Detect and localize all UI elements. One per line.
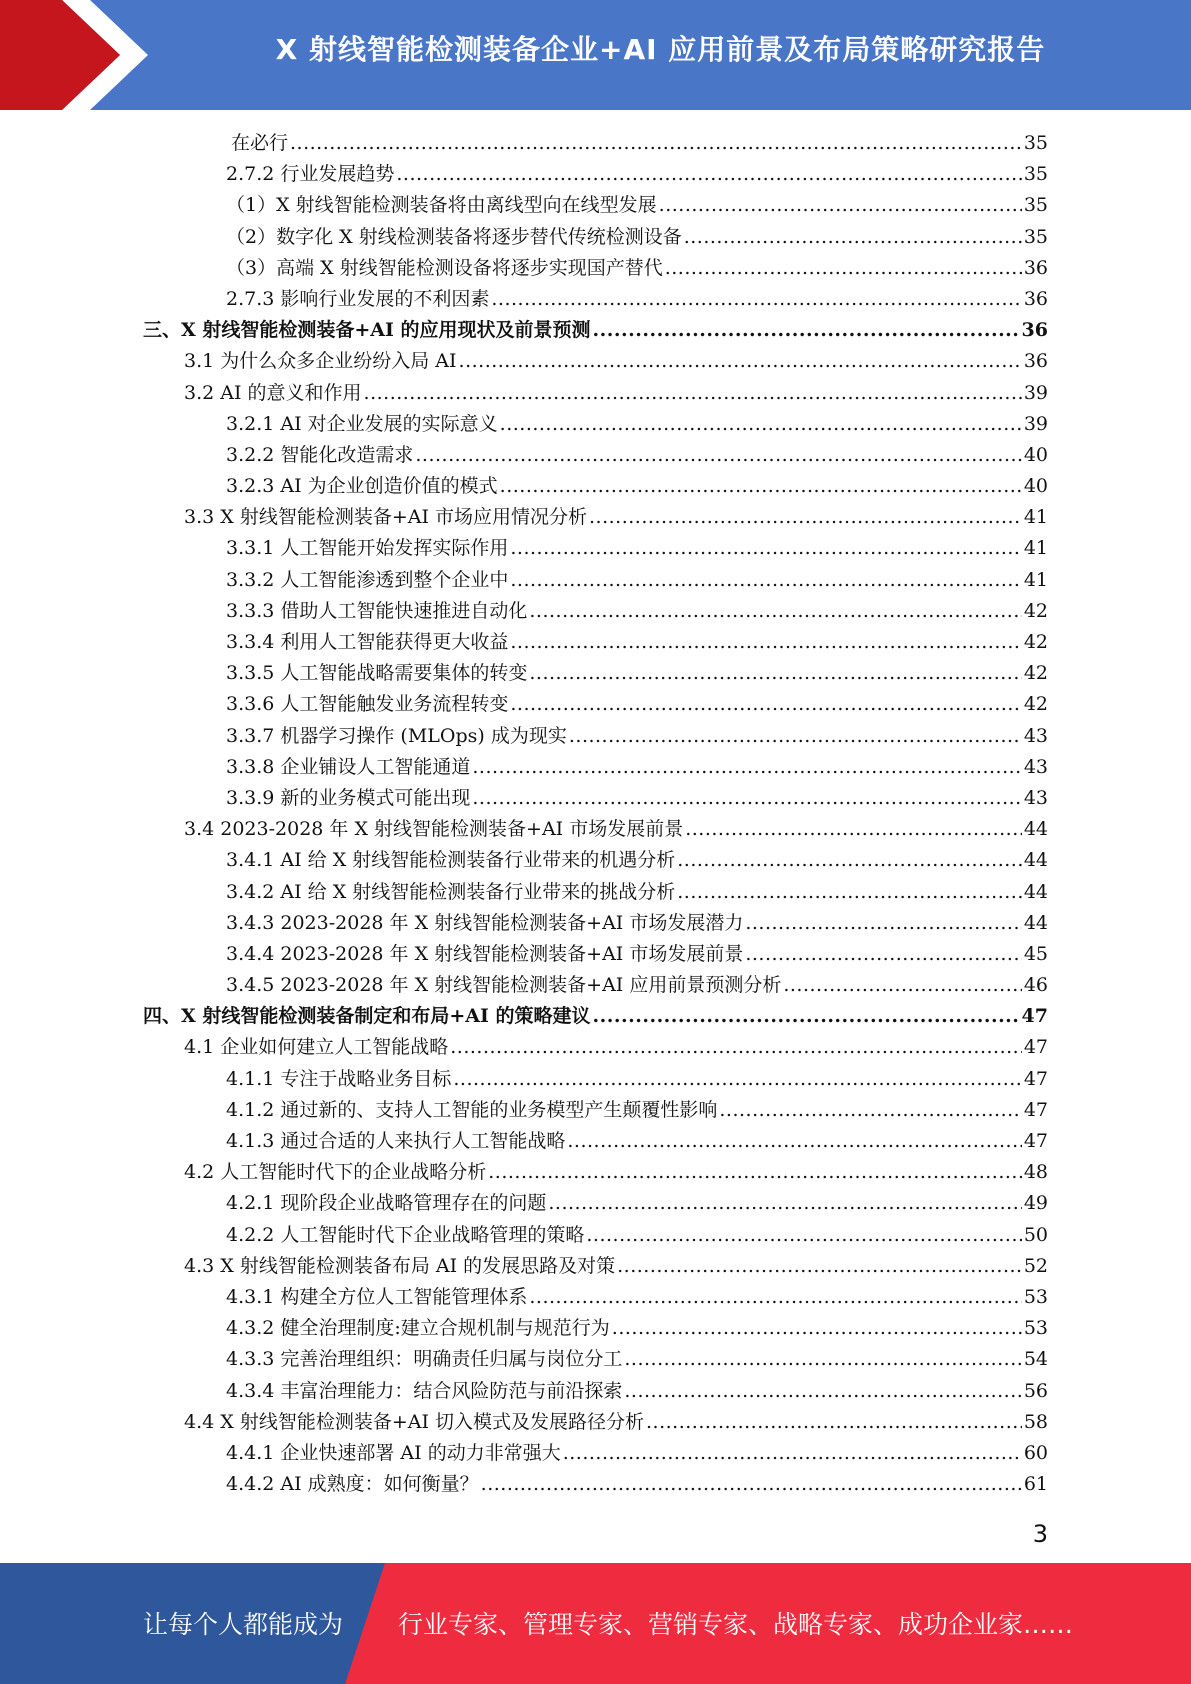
toc-entry[interactable] [0,502,1191,533]
toc-leader-dots [593,315,1020,346]
toc-entry-label: 4.2 人工智能时代下的企业战略分析 [184,1161,487,1184]
toc-leader-dots [677,845,1022,876]
toc-leader-dots [529,658,1021,689]
toc-entry-line [226,1469,1048,1500]
toc-leader-dots [677,877,1022,908]
page-header [0,0,1191,110]
toc-leader-dots [586,1220,1021,1251]
toc-leader-dots [569,721,1022,752]
toc-entry-label: 3.4.1 AI 给 X 射线智能检测装备行业带来的机遇分析 [226,849,676,872]
toc-entry-line [226,222,1048,253]
toc-entry[interactable] [0,689,1191,720]
page-footer [0,1563,1191,1684]
toc-entry-page: 41 [1023,506,1048,529]
toc-entry-page: 47 [1023,1130,1048,1152]
toc-leader-dots [593,1001,1020,1032]
toc-entry-line [226,1313,1048,1344]
toc-entry-label: 3.4.2 AI 给 X 射线智能检测装备行业带来的挑战分析 [226,880,676,903]
toc-entry-line [226,284,1048,315]
toc-entry[interactable] [0,845,1191,876]
toc-entry-line [226,627,1048,658]
toc-entry-label: 3.3.2 人工智能渗透到整个企业中 [226,568,509,591]
toc-entry-line [226,908,1048,939]
toc-leader-dots [624,1344,1021,1375]
toc-entry[interactable] [0,814,1191,845]
toc-entry-page: 36 [1023,350,1048,373]
toc-entry-label: 4.3.1 构建全方位人工智能管理体系 [226,1285,528,1308]
toc-entry-label: 三、X 射线智能检测装备+AI 的应用现状及前景预测 [143,319,591,342]
toc-entry-line [226,877,1048,908]
toc-leader-dots [500,409,1022,440]
toc-entry-page: 40 [1023,443,1048,466]
toc-entry[interactable] [0,565,1191,596]
toc-entry-label: 4.4.2 AI 成熟度：如何衡量？ [226,1473,479,1496]
toc-entry-page: 53 [1023,1317,1048,1340]
toc-entry-line [226,565,1048,596]
toc-leader-dots [510,533,1021,564]
toc-leader-dots [685,814,1022,845]
toc-entry-line [226,1188,1048,1219]
toc-leader-dots [510,627,1021,658]
toc-leader-dots [745,908,1021,939]
toc-leader-dots [364,378,1022,409]
toc-leader-dots [510,689,1021,720]
toc-entry-label: （3）高端 X 射线智能检测设备将逐步实现国产替代 [226,256,663,279]
toc-leader-dots [612,1313,1022,1344]
toc-entry[interactable] [0,970,1191,1001]
toc-entry-label: 3.3.4 利用人工智能获得更大收益 [226,631,509,653]
toc-entry-page: 41 [1023,537,1048,560]
toc-entry-page: 39 [1023,381,1048,404]
toc-entry-label: 3.4.4 2023-2028 年 X 射线智能检测装备+AI 市场发展前景 [226,942,744,965]
toc-leader-dots [450,1032,1022,1063]
toc-entry-page: 47 [1023,1036,1048,1059]
toc-entry-page: 36 [1021,319,1048,342]
toc-entry-label: （1）X 射线智能检测装备将由离线型向在线型发展 [226,194,657,217]
toc-entry-page: 43 [1023,755,1048,778]
toc-entry-line [226,596,1048,627]
toc-leader-dots [659,190,1022,221]
toc-leader-dots [563,1438,1022,1469]
toc-entry-label: 3.1 为什么众多企业纷纷入局 AI [184,350,457,373]
report-title: X 射线智能检测装备企业+AI 应用前景及布局策略研究报告 [275,33,1046,66]
toc-entry-line [226,939,1048,970]
toc-entry-page: 41 [1023,568,1048,591]
toc-entry-label: 3.2.1 AI 对企业发展的实际意义 [226,412,498,435]
toc-leader-dots [548,1188,1021,1219]
toc-entry-line [226,471,1048,502]
toc-entry-line [226,689,1048,720]
toc-entry-page: 60 [1023,1441,1048,1464]
toc-entry[interactable] [0,378,1191,409]
toc-entry-page: 35 [1023,163,1048,186]
toc-leader-dots [510,565,1021,596]
toc-entry-page: 39 [1023,412,1048,435]
toc-entry-page: 42 [1023,693,1048,716]
toc-entry-line [143,315,1048,346]
toc-entry-page: 35 [1023,194,1048,217]
toc-entry-label: 3.4.5 2023-2028 年 X 射线智能检测装备+AI 应用前景预测分析 [226,974,782,997]
toc-leader-dots [459,346,1022,377]
toc-entry-label: 3.3.3 借助人工智能快速推进自动化 [226,599,528,622]
toc-leader-dots [646,1407,1022,1438]
toc-entry[interactable] [0,721,1191,752]
toc-entry-line [226,783,1048,814]
toc-entry[interactable] [0,1220,1191,1251]
toc-entry-label: 4.3 X 射线智能检测装备布局 AI 的发展思路及对策 [184,1254,616,1277]
toc-entry[interactable] [0,1251,1191,1282]
page-number: 3 [1032,1520,1048,1548]
toc-entry-page: 40 [1023,475,1048,498]
toc-entry-page: 44 [1023,911,1048,934]
toc-entry[interactable] [0,1126,1191,1157]
toc-entry[interactable] [0,1438,1191,1469]
toc-entry[interactable] [0,190,1191,221]
toc-leader-dots [617,1251,1022,1282]
toc-entry[interactable] [0,222,1191,253]
toc-entry[interactable] [0,1188,1191,1219]
toc-entry[interactable] [0,1282,1191,1313]
toc-leader-dots [684,222,1022,253]
toc-entry-line [184,346,1048,377]
toc-entry-page: 61 [1023,1473,1048,1496]
toc-entry[interactable] [0,1001,1191,1032]
toc-entry-page: 44 [1023,849,1048,872]
toc-entry-line [143,1001,1048,1032]
toc-entry-line [226,1064,1048,1095]
toc-entry-label: 4.2.2 人工智能时代下企业战略管理的策略 [226,1223,585,1246]
toc-entry-label: 2.7.2 行业发展趋势 [226,163,395,186]
toc-entry-label: 3.2 AI 的意义和作用 [184,381,362,404]
toc-entry-label: 4.1.2 通过新的、支持人工智能的业务模型产生颠覆性影响 [226,1098,718,1121]
toc-entry-page: 50 [1023,1223,1048,1246]
toc-entry-line [226,845,1048,876]
toc-entry-page: 43 [1023,724,1048,747]
toc-entry-line [226,1376,1048,1407]
toc-entry[interactable] [0,939,1191,970]
toc-entry-line [226,1438,1048,1469]
toc-entry-page: 43 [1023,786,1048,809]
toc-entry-page: 42 [1023,631,1048,653]
toc-entry[interactable] [0,1407,1191,1438]
toc-entry[interactable] [0,346,1191,377]
toc-entry-line [226,658,1048,689]
toc-entry-page: 44 [1023,818,1048,841]
toc-entry[interactable] [0,315,1191,346]
toc-entry-line [226,533,1048,564]
toc-entry[interactable] [0,128,1191,159]
toc-entry-line [226,1095,1048,1126]
toc-entry[interactable] [0,658,1191,689]
toc-entry-label: 2.7.3 影响行业发展的不利因素 [226,287,490,310]
toc-entry-line [226,1282,1048,1313]
toc-entry-line [226,752,1048,783]
toc-entry-page: 47 [1021,1005,1048,1028]
toc-entry-page: 58 [1023,1410,1048,1433]
toc-leader-dots [290,128,1022,159]
toc-entry[interactable] [0,409,1191,440]
toc-entry-label: 3.3.7 机器学习操作 (MLOps) 成为现实 [226,724,567,747]
toc-entry-label: 3.4 2023-2028 年 X 射线智能检测装备+AI 市场发展前景 [184,818,684,841]
toc-leader-dots [491,284,1021,315]
toc-entry[interactable] [0,1095,1191,1126]
toc-leader-dots [783,970,1021,1001]
toc-entry-label: 4.4 X 射线智能检测装备+AI 切入模式及发展路径分析 [184,1410,645,1433]
toc-entry-label: 3.3 X 射线智能检测装备+AI 市场应用情况分析 [184,506,588,529]
toc-leader-dots [472,783,1021,814]
toc-entry[interactable] [0,159,1191,190]
toc-entry-line [226,159,1048,190]
toc-entry[interactable] [0,253,1191,284]
toc-entry-page: 36 [1023,287,1048,310]
toc-entry-page: 44 [1023,880,1048,903]
toc-leader-dots [453,1064,1021,1095]
toc-entry-line [226,190,1048,221]
toc-entry-label: （2）数字化 X 射线检测装备将逐步替代传统检测设备 [226,225,682,248]
toc-entry-page: 46 [1023,974,1048,997]
toc-entry[interactable] [0,596,1191,627]
toc-entry-page: 35 [1023,225,1048,248]
toc-entry-line [226,970,1048,1001]
toc-entry-line [184,378,1048,409]
toc-entry-line [184,814,1048,845]
toc-entry-line [184,1032,1048,1063]
toc-entry[interactable] [0,1313,1191,1344]
toc-entry-line [231,128,1048,159]
toc-entry-line [184,1407,1048,1438]
toc-entry[interactable] [0,533,1191,564]
toc-entry-line [226,253,1048,284]
toc-entry-line [184,1251,1048,1282]
toc-entry-line [226,409,1048,440]
toc-entry-page: 49 [1023,1192,1048,1215]
toc-entry[interactable] [0,783,1191,814]
toc-entry-line [226,1126,1048,1157]
toc-leader-dots [500,471,1022,502]
toc-entry[interactable] [0,284,1191,315]
toc-entry-label: 3.3.5 人工智能战略需要集体的转变 [226,662,528,685]
toc-entry[interactable] [0,1344,1191,1375]
toc-entry-page: 35 [1023,132,1048,154]
toc-entry-label: 4.3.2 健全治理制度:建立合规机制与规范行为 [226,1317,610,1340]
toc-entry-label: 四、X 射线智能检测装备制定和布局+AI 的策略建议 [143,1005,591,1028]
toc-entry-line [184,1157,1048,1188]
toc-leader-dots [481,1469,1022,1500]
toc-entry[interactable] [0,1157,1191,1188]
toc-entry[interactable] [0,1376,1191,1407]
toc-entry-label: 3.2.3 AI 为企业创造价值的模式 [226,475,498,498]
toc-entry[interactable] [0,908,1191,939]
toc-entry-page: 52 [1023,1254,1048,1277]
toc-leader-dots [665,253,1022,284]
toc-entry-line [226,721,1048,752]
toc-entry-page: 56 [1023,1379,1048,1402]
toc-entry-label: 4.4.1 企业快速部署 AI 的动力非常强大 [226,1441,561,1464]
toc-entry-page: 47 [1023,1067,1048,1090]
toc-entry-page: 47 [1023,1098,1048,1121]
toc-entry[interactable] [0,1469,1191,1500]
toc-entry-line [226,440,1048,471]
toc-leader-dots [472,752,1021,783]
toc-entry[interactable] [0,440,1191,471]
toc-entry[interactable] [0,1032,1191,1063]
toc-leader-dots [624,1376,1021,1407]
toc-entry-label: 3.3.6 人工智能触发业务流程转变 [226,693,509,716]
toc-entry-label: 3.2.2 智能化改造需求 [226,443,414,466]
toc-entry-label: 3.4.3 2023-2028 年 X 射线智能检测装备+AI 市场发展潜力 [226,911,744,934]
toc-entry-label: 4.3.4 丰富治理能力：结合风险防范与前沿探索 [226,1379,623,1402]
toc-leader-dots [745,939,1021,970]
toc-entry-line [226,1220,1048,1251]
toc-entry-page: 42 [1023,662,1048,685]
toc-entry[interactable] [0,471,1191,502]
toc-entry-label: 3.3.1 人工智能开始发挥实际作用 [226,537,509,560]
toc-entry-page: 48 [1023,1161,1048,1184]
toc-entry-label: 4.1.3 通过合适的人来执行人工智能战略 [226,1130,566,1152]
toc-leader-dots [529,1282,1021,1313]
toc-leader-dots [529,596,1021,627]
toc-entry-label: 4.3.3 完善治理组织：明确责任归属与岗位分工 [226,1348,623,1371]
table-of-contents [0,128,1191,1500]
toc-leader-dots [415,440,1021,471]
toc-entry-page: 53 [1023,1285,1048,1308]
toc-entry-page: 36 [1023,256,1048,279]
toc-leader-dots [396,159,1021,190]
toc-entry-label: 4.1 企业如何建立人工智能战略 [184,1036,449,1059]
toc-entry[interactable] [0,752,1191,783]
toc-leader-dots [488,1157,1022,1188]
toc-entry-label: 4.1.1 专注于战略业务目标 [226,1067,452,1090]
toc-entry-label: 在必行 [231,132,289,154]
toc-entry[interactable] [0,1064,1191,1095]
toc-entry-page: 45 [1023,942,1048,965]
toc-entry-label: 3.3.9 新的业务模式可能出现 [226,786,471,809]
toc-entry-line [226,1344,1048,1375]
toc-leader-dots [567,1126,1021,1157]
toc-leader-dots [719,1095,1021,1126]
footer-slogan-right: 行业专家、管理专家、营销专家、战略专家、成功企业家…… [398,1610,1074,1639]
footer-slogan-left: 让每个人都能成为 [143,1610,344,1639]
toc-entry[interactable] [0,627,1191,658]
toc-entry[interactable] [0,877,1191,908]
toc-entry-page: 54 [1023,1348,1048,1371]
toc-entry-line [184,502,1048,533]
toc-entry-page: 42 [1023,599,1048,622]
toc-leader-dots [589,502,1022,533]
toc-entry-label: 4.2.1 现阶段企业战略管理存在的问题 [226,1192,547,1215]
toc-entry-label: 3.3.8 企业铺设人工智能通道 [226,755,471,778]
